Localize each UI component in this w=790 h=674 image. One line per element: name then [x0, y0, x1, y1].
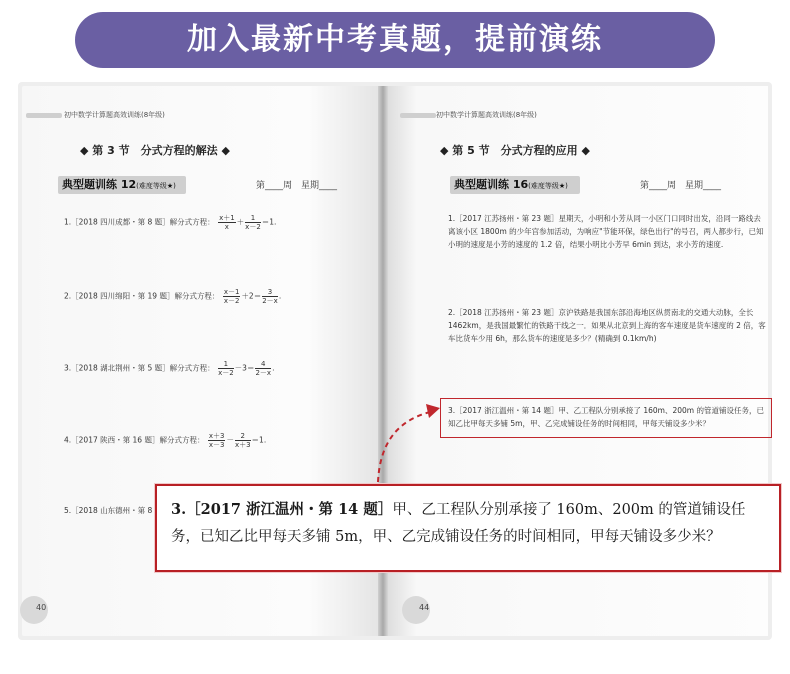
- left-question-4: 4.［2017 陕西・第 16 题］解分式方程： $\frac{x+3}{x-3}$ － $\frac{2}{x+3}$ ＝1.: [64, 432, 267, 449]
- right-exercise-tag: 典型题训练 16(难度等级★): [454, 178, 568, 191]
- left-question-5: 5.［2018 山东德州・第 8: [64, 506, 153, 515]
- right-question-3: 3.［2017 浙江温州・第 14 题］甲、乙工程队分别承接了 160m、200m 的管道铺设任务，已知乙比甲每天多铺 5m，甲、乙完成铺设任务的时间相同，甲每天铺设多少米？: [448, 406, 764, 428]
- left-page-number: 40: [36, 603, 47, 612]
- left-question-1: 1.［2018 四川成都・第 8 题］解分式方程： $\frac{x+1}{x}$ ＋ $\frac{1}{x-2}$ ＝1.: [64, 214, 277, 231]
- right-page-number: 44: [419, 603, 430, 612]
- highlight-box: [440, 398, 772, 438]
- right-question-2: 2.［2018 江苏扬州・第 23 题］京沪铁路是我国东部沿海地区纵贯南北的交通大动脉，全长 1462km，是我国最繁忙的铁路干线之一．如果从北京到上海的客车速度是货车速度的 2 倍，客车比货车少用 6h，那么货车的速度是多少？(精确到 0.1km/h): [448, 308, 766, 343]
- left-exercise-tag: 典型题训练 12(难度等级★): [62, 178, 176, 191]
- left-section-title: ◆ 第 3 节 分式方程的解法 ◆: [80, 144, 230, 157]
- right-question-1: 1.［2017 江苏扬州・第 23 题］星期天，小明和小芳从同一小区门口同时出发，沿同一路线去离该小区 1800m 的少年宫参加活动，为响应"节能环保，绿色出行"的号召，两人都步行，已知小明的速度是小芳的速度的 1.2 倍，结果小明比小芳早 6min 到达，求小芳的速度.: [448, 214, 764, 249]
- left-date-fields: 第____周 星期____: [256, 181, 338, 191]
- callout-text: 3.［2017 浙江温州・第 14 题］甲、乙工程队分别承接了 160m、200m 的管道铺设任务，已知乙比甲每天多铺 5m，甲、乙完成铺设任务的时间相同，甲每天铺设多少米？: [171, 501, 746, 545]
- left-running-bar: [26, 113, 62, 118]
- right-date-fields: 第____周 星期____: [640, 181, 722, 191]
- promo-banner: 加入最新中考真题，提前演练: [75, 12, 715, 68]
- right-running-bar: [400, 113, 436, 118]
- right-running-head: 初中数学计算题高效训练(8年级): [436, 111, 537, 119]
- left-running-head: 初中数学计算题高效训练(8年级): [64, 111, 165, 119]
- left-question-3: 3.［2018 湖北荆州・第 5 题］解分式方程： $\frac{1}{x-2}$ －3＝ $\frac{4}{2-x}$ .: [64, 360, 275, 377]
- left-question-2: 2.［2018 四川绵阳・第 19 题］解分式方程： $\frac{x-1}{x-2}$ ＋2＝ $\frac{3}{2-x}$ .: [64, 288, 282, 305]
- zoom-callout: [155, 484, 781, 572]
- right-section-title: ◆ 第 5 节 分式方程的应用 ◆: [440, 144, 590, 157]
